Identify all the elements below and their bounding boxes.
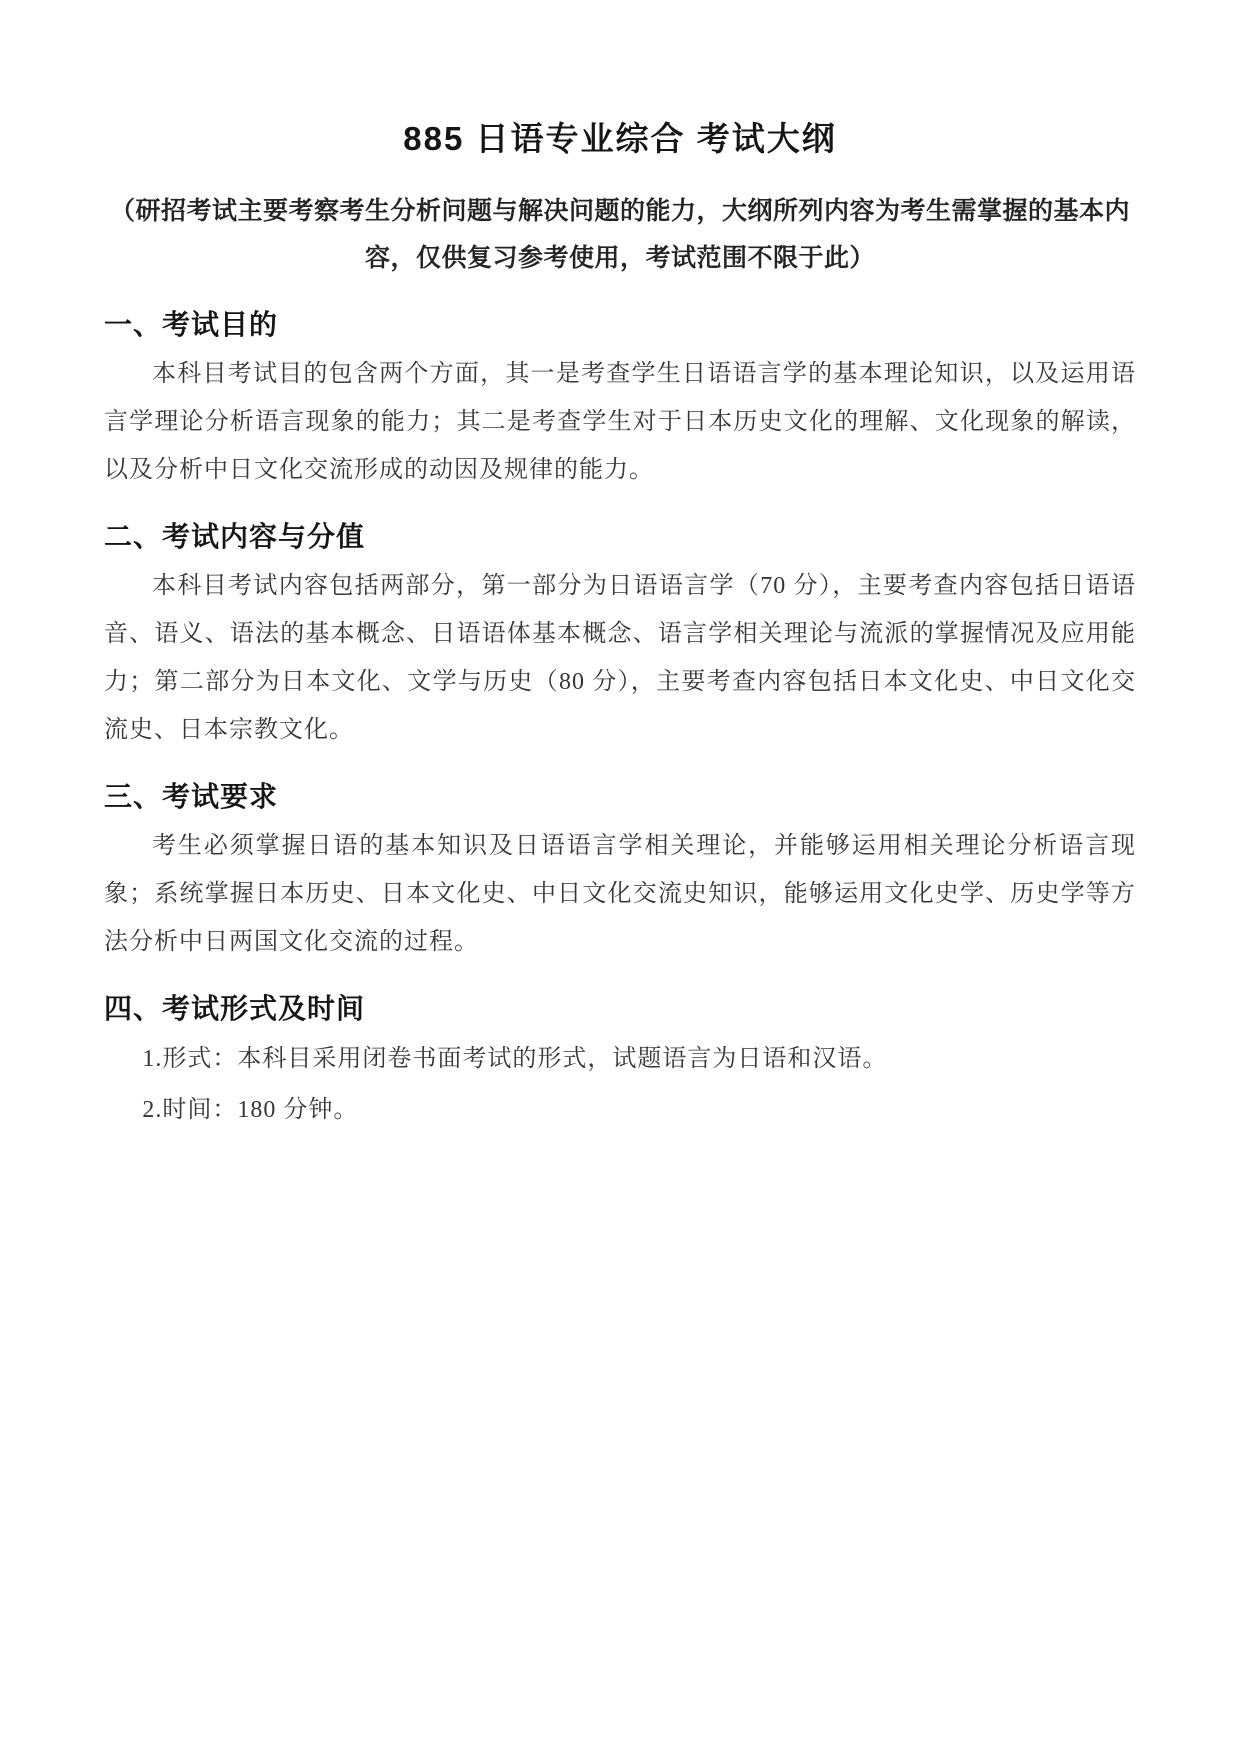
section-heading-exam-requirements: 三、考试要求 [104,781,279,812]
section-exam-requirements [104,779,1136,966]
section-exam-purpose [104,307,1136,494]
list-item-exam-time: 2.时间：180 分钟。 [142,1097,359,1123]
list-item-exam-format: 1.形式：本科目采用闭卷书面考试的形式，试题语言为日语和汉语。 [142,1046,888,1072]
page-subtitle: （研招考试主要考察考生分析问题与解决问题的能力，大纲所列内容为考生需掌握的基本内容，仅供复习参考使用，考试范围不限于此） [109,198,1130,272]
section-exam-format-and-time [104,991,1136,1136]
paragraph-exam-content-and-scores: 本科目考试内容包括两部分，第一部分为日语语言学（70 分），主要考查内容包括日语语音、语义、语法的基本概念、日语语体基本概念、语言学相关理论与流派的掌握情况及应用能力；第二部分为日本文化、文学与历史（80 分），主要考查内容包括日本文化史、中日文化交流史、日本宗教文化。 [104,573,1136,743]
section-heading-exam-format-and-time: 四、考试形式及时间 [104,993,366,1024]
paragraph-exam-purpose: 本科目考试目的包含两个方面，其一是考查学生日语语言学的基本理论知识，以及运用语言学理论分析语言现象的能力；其二是考查学生对于日本历史文化的理解、文化现象的解读，以及分析中日文化交流形成的动因及规律的能力。 [104,361,1136,483]
section-heading-exam-content-and-scores: 二、考试内容与分值 [104,521,366,552]
section-heading-exam-purpose: 一、考试目的 [104,309,279,340]
paragraph-exam-requirements: 考生必须掌握日语的基本知识及日语语言学相关理论，并能够运用相关理论分析语言现象；系统掌握日本历史、日本文化史、中日文化交流史知识，能够运用文化史学、历史学等方法分析中日两国文化交流的过程。 [104,833,1136,955]
section-exam-content-and-scores [104,519,1136,754]
page-title: 885 日语专业综合 考试大纲 [403,120,837,157]
